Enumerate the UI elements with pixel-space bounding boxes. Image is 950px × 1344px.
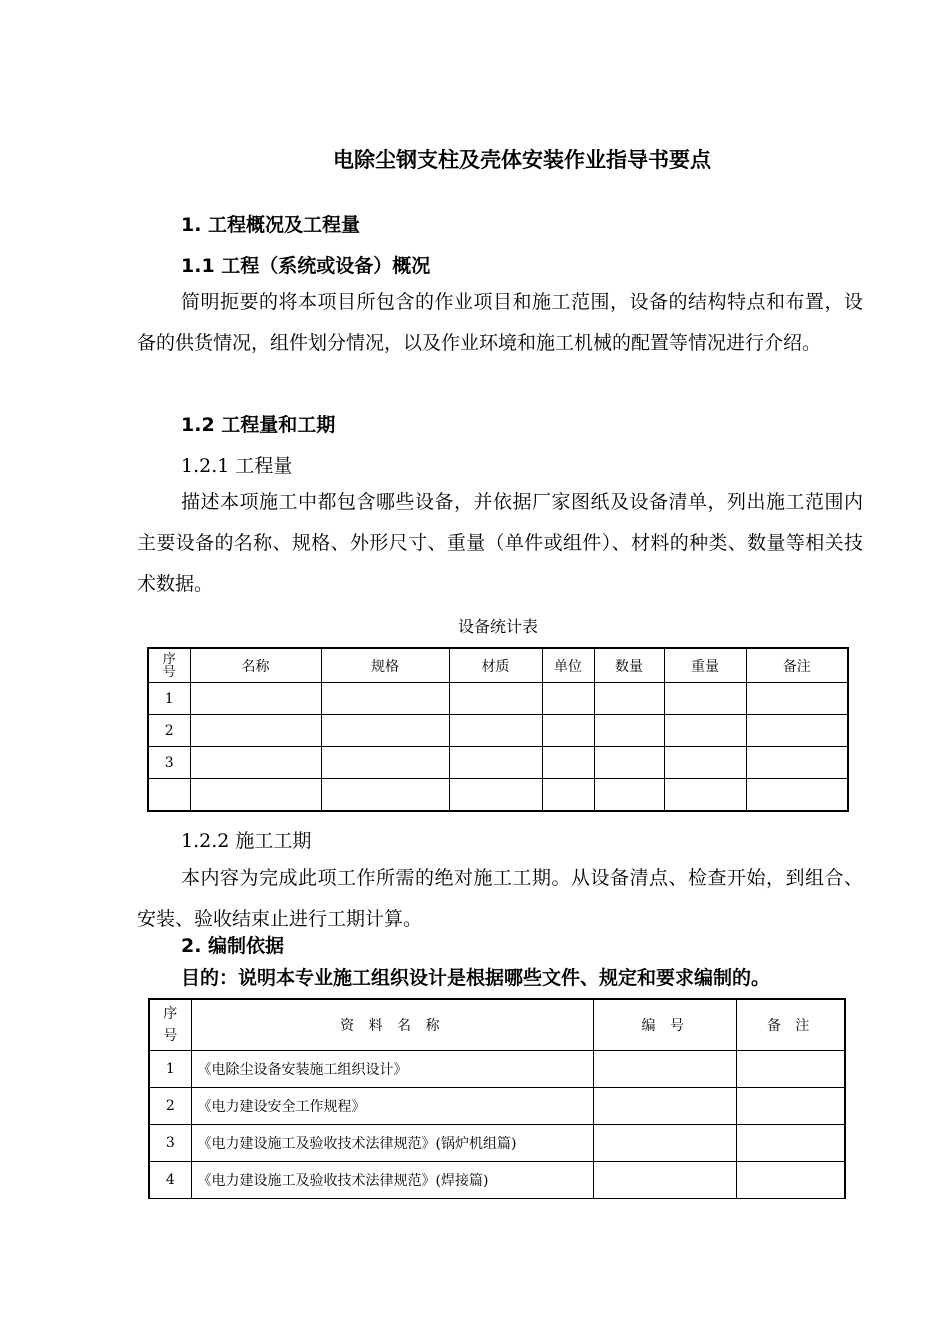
reference-table-header [149,999,845,1051]
row-seq: 3 [149,1125,191,1162]
table-row [148,779,848,812]
equipment-table-header [148,648,848,683]
equipment-table-caption: 设备统计表 [457,617,538,636]
row-seq [148,779,190,812]
header-spec: 规格 [321,648,449,683]
header-unit: 单位 [542,648,594,683]
section-1-2-2-paragraph: 本内容为完成此项工作所需的绝对施工工期。从设备清点、检查开始，到组合、安装、验收结束止进行工期计算。 [137,867,863,930]
section-1-2-2-heading: 1.2.2 施工工期 [181,830,312,852]
table-row [148,683,848,715]
row-document-name: 《电除尘设备安装施工组织设计》 [191,1051,594,1088]
header-seq: 序 号 [148,648,190,683]
header-remark: 备 注 [737,999,845,1051]
header-seq: 序 号 [149,999,191,1051]
header-material: 材质 [449,648,542,683]
row-seq: 1 [149,1051,191,1088]
section-1-1-paragraph: 简明扼要的将本项目所包含的作业项目和施工范围，设备的结构特点和布置，设备的供货情况，组件划分情况，以及作业环境和施工机械的配置等情况进行介绍。 [137,291,863,354]
section-1-1-heading: 1.1 工程（系统或设备）概况 [181,255,431,277]
row-seq: 2 [148,715,190,747]
header-quantity: 数量 [594,648,664,683]
header-document-name: 资 料 名 称 [191,999,594,1051]
table-row [148,715,848,747]
table-row [149,1125,845,1162]
row-document-name: 《电力建设施工及验收技术法律规范》(锅炉机组篇) [191,1125,594,1162]
row-seq: 3 [148,747,190,779]
equipment-table [147,647,849,812]
row-seq: 2 [149,1088,191,1125]
section-2-purpose: 目的：说明本专业施工组织设计是根据哪些文件、规定和要求编制的。 [181,967,771,989]
document-title: 电除尘钢支柱及壳体安装作业指导书要点 [333,148,711,172]
section-1-2-heading: 1.2 工程量和工期 [181,414,336,436]
section-1-heading: 1. 工程概况及工程量 [181,214,361,236]
header-remark: 备注 [746,648,848,683]
section-1-2-1-heading: 1.2.1 工程量 [181,455,293,477]
row-seq: 1 [148,683,190,715]
table-row [149,1088,845,1125]
reference-table [148,998,846,1199]
section-1-2-1-paragraph: 描述本项施工中都包含哪些设备，并依据厂家图纸及设备清单，列出施工范围内主要设备的名称、规格、外形尺寸、重量（单件或组件）、材料的种类、数量等相关技术数据。 [137,491,863,595]
table-row [148,747,848,779]
table-row [149,1162,845,1199]
header-code: 编 号 [594,999,737,1051]
section-2-heading: 2. 编制依据 [181,935,285,957]
row-document-name: 《电力建设安全工作规程》 [191,1088,594,1125]
header-name: 名称 [190,648,321,683]
row-seq: 4 [149,1162,191,1199]
table-row [149,1051,845,1088]
header-weight: 重量 [664,648,746,683]
row-document-name: 《电力建设施工及验收技术法律规范》(焊接篇) [191,1162,594,1199]
